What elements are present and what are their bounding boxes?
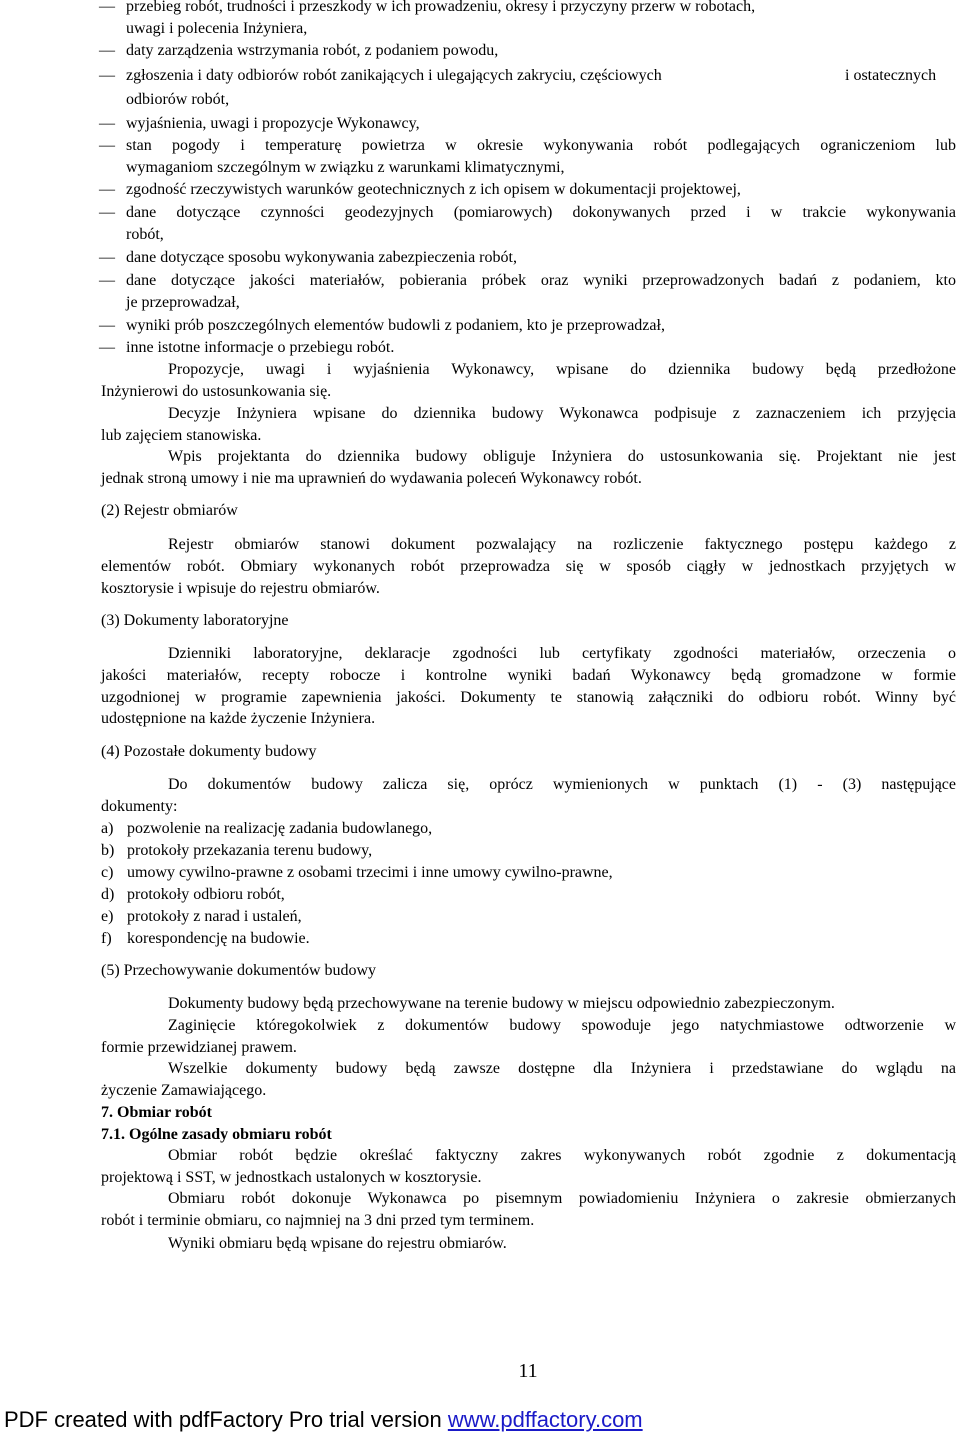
- paragraph-line: kosztorysie i wpisuje do rejestru obmiarów.: [101, 580, 380, 597]
- paragraph-line: Do dokumentów budowy zalicza się, oprócz wymienionych w punktach (1) - (3) następujące: [168, 776, 956, 793]
- list-label: a): [101, 820, 114, 837]
- list-dash: —: [99, 317, 115, 334]
- list-item-text: wymaganiom szczególnym w związku z warunkami klimatycznymi,: [126, 159, 565, 176]
- page-number: 11: [518, 1360, 538, 1382]
- list-label: c): [101, 864, 114, 881]
- list-item-text: stan pogody i temperaturę powietrza w okresie wykonywania robót podlegających ograniczeniom lub: [126, 137, 956, 154]
- paragraph-line: elementów robót. Obmiary wykonanych robót przeprowadza się w sposób ciągły w jednostkach przyjętych w: [101, 558, 956, 575]
- paragraph-line: lub zajęciem stanowiska.: [101, 427, 262, 444]
- pdf-footer: [4, 1406, 643, 1434]
- paragraph-line: Zaginięcie któregokolwiek z dokumentów budowy spowoduje jego natychmiastowe odtworzenie w: [168, 1017, 956, 1034]
- subchapter-heading: 7.1. Ogólne zasady obmiaru robót: [101, 1126, 332, 1143]
- list-item-text: odbiorów robót,: [126, 91, 230, 108]
- list-dash: —: [99, 115, 115, 132]
- list-item-text: pozwolenie na realizację zadania budowlanego,: [127, 820, 433, 837]
- list-item-text: protokoły odbioru robót,: [127, 886, 285, 903]
- chapter-heading: 7. Obmiar robót: [101, 1104, 212, 1121]
- paragraph-line: dokumenty:: [101, 798, 178, 815]
- list-dash: —: [99, 249, 115, 266]
- list-dash: —: [99, 204, 115, 221]
- paragraph-line: Wszelkie dokumenty budowy będą zawsze dostępne dla Inżyniera i przedstawiane do wglądu na: [168, 1060, 956, 1077]
- list-item-text: je przeprowadzał,: [126, 294, 240, 311]
- list-label: d): [101, 886, 115, 903]
- paragraph-line: Inżynierowi do ustosunkowania się.: [101, 383, 332, 400]
- paragraph-line: jednak stroną umowy i nie ma uprawnień do wydawania poleceń Wykonawcy robót.: [101, 470, 642, 487]
- paragraph-line: formie przewidzianej prawem.: [101, 1039, 297, 1056]
- list-item-text: zgodność rzeczywistych warunków geotechnicznych z ich opisem w dokumentacji projektowej,: [126, 181, 741, 198]
- list-item-text: inne istotne informacje o przebiegu robót.: [126, 339, 395, 356]
- paragraph-line: Rejestr obmiarów stanowi dokument pozwalający na rozliczenie faktycznego postępu każdego z: [168, 536, 956, 553]
- list-item-text: daty zarządzenia wstrzymania robót, z podaniem powodu,: [126, 42, 499, 59]
- list-dash: —: [99, 137, 115, 154]
- paragraph-line: Decyzje Inżyniera wpisane do dziennika budowy Wykonawca podpisuje z zaznaczeniem ich przyjęcia: [168, 405, 956, 422]
- list-item-text: wyjaśnienia, uwagi i propozycje Wykonawcy,: [126, 115, 420, 132]
- footer-text: PDF created with pdfFactory Pro trial version: [4, 1407, 448, 1432]
- paragraph-line: Obmiaru robót dokonuje Wykonawca po pisemnym powiadomieniu Inżyniera o zakresie obmierzanych: [168, 1190, 956, 1207]
- section-heading: (2) Rejestr obmiarów: [101, 502, 238, 519]
- paragraph-line: Propozycje, uwagi i wyjaśnienia Wykonawcy, wpisane do dziennika budowy będą przedłożone: [168, 361, 956, 378]
- list-dash: —: [99, 272, 115, 289]
- list-label: f): [101, 930, 112, 947]
- list-item-text: zgłoszenia i daty odbiorów robót zanikających i ulegających zakryciu, częściowych: [126, 67, 662, 84]
- list-dash: —: [99, 42, 115, 59]
- section-heading: (5) Przechowywanie dokumentów budowy: [101, 962, 377, 979]
- list-item-text: uwagi i polecenia Inżyniera,: [126, 20, 308, 37]
- paragraph-line: Obmiar robót będzie określać faktyczny zakres wykonywanych robót zgodnie z dokumentacją: [168, 1147, 956, 1164]
- list-item-text: protokoły przekazania terenu budowy,: [127, 842, 373, 859]
- list-item-text: i ostatecznych: [845, 67, 937, 84]
- paragraph-line: robót i terminie obmiaru, co najmniej na 3 dni przed tym terminem.: [101, 1212, 535, 1229]
- paragraph-line: Dokumenty budowy będą przechowywane na terenie budowy w miejscu odpowiednio zabezpieczonym.: [168, 995, 835, 1012]
- paragraph-line: udostępnione na każde życzenie Inżyniera.: [101, 710, 376, 727]
- list-dash: —: [99, 181, 115, 198]
- list-item-text: robót,: [126, 226, 164, 243]
- list-item-text: przebieg robót, trudności i przeszkody w ich prowadzeniu, okresy i przyczyny przerw w robotach,: [126, 0, 756, 15]
- list-item-text: dane dotyczące jakości materiałów, pobierania próbek oraz wyniki przeprowadzonych badań z podaniem, kto: [126, 272, 956, 289]
- list-label: e): [101, 908, 114, 925]
- paragraph-line: Wyniki obmiaru będą wpisane do rejestru obmiarów.: [168, 1235, 507, 1252]
- footer-link[interactable]: www.pdffactory.com: [447, 1407, 643, 1432]
- paragraph-line: jakości materiałów, recepty robocze i kontrolne wyniki badań Wykonawcy będą gromadzone w formie: [101, 667, 956, 684]
- paragraph-line: życzenie Zamawiającego.: [101, 1082, 267, 1099]
- list-item-text: umowy cywilno-prawne z osobami trzecimi i inne umowy cywilno-prawne,: [127, 864, 613, 881]
- list-item-text: dane dotyczące czynności geodezyjnych (pomiarowych) dokonywanych przed i w trakcie wykonywania: [126, 204, 956, 221]
- list-dash: —: [99, 67, 115, 84]
- paragraph-line: projektową i SST, w jednostkach ustalonych w kosztorysie.: [101, 1169, 482, 1186]
- paragraph-line: uzgodnionej w programie zapewnienia jakości. Dokumenty te stanowią załączniki do odbioru robót. Winny być: [101, 689, 956, 706]
- paragraph-line: Dzienniki laboratoryjne, deklaracje zgodności lub certyfikaty zgodności materiałów, orzeczenia o: [168, 645, 956, 662]
- section-heading: (3) Dokumenty laboratoryjne: [101, 612, 289, 629]
- paragraph-line: Wpis projektanta do dziennika budowy obliguje Inżyniera do ustosunkowania się. Projektant nie jest: [168, 448, 956, 465]
- list-item-text: dane dotyczące sposobu wykonywania zabezpieczenia robót,: [126, 249, 517, 266]
- list-item-text: protokoły z narad i ustaleń,: [127, 908, 302, 925]
- list-item-text: wyniki prób poszczególnych elementów budowli z podaniem, kto je przeprowadzał,: [126, 317, 665, 334]
- list-dash: —: [99, 339, 115, 356]
- section-heading: (4) Pozostałe dokumenty budowy: [101, 743, 317, 760]
- list-item-text: korespondencję na budowie.: [127, 930, 310, 947]
- list-label: b): [101, 842, 115, 859]
- list-dash: —: [99, 0, 115, 15]
